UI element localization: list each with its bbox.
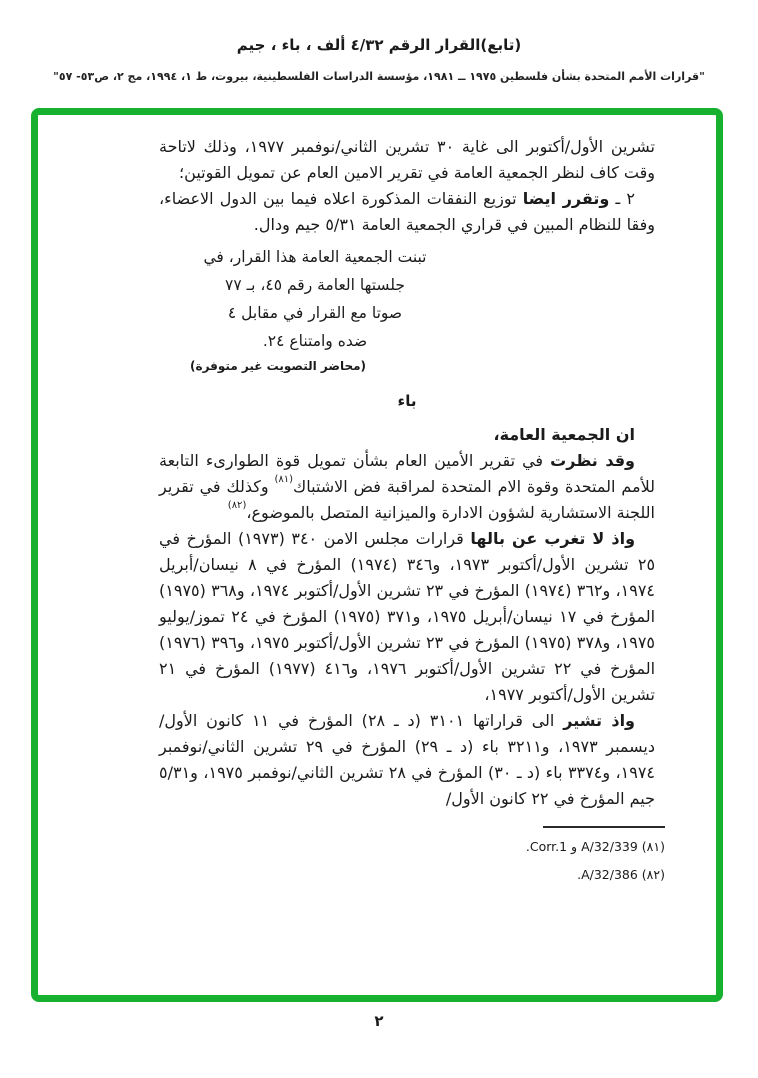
footnote-ref: (٨٢)	[227, 499, 247, 511]
text-run: الى قراراتها ٣١٠١ (د ـ ٢٨) المؤرخ في ١١ كانون الأول/ديسمبر ١٩٧٣، و٣٢١١ باء (د ـ ٢٩) المؤرخ في ٢٩ تشرين الثاني/نوفمبر ١٩٧٤، و٣٣٧٤ باء (د ـ ٣٠) المؤرخ في ٢٨ تشرين الثاني/نوفمبر ١٩٧٥، و٥/٣١ جيم المؤرخ في ٢٢ كانون الأول/	[159, 711, 656, 808]
bold-text-run: وتقرر ايضا	[522, 189, 610, 208]
voting-records-note: (محاضر التصويت غير متوفرة)	[190, 359, 367, 373]
footnote-separator	[543, 826, 665, 828]
text-run: وكذلك في تقرير اللجنة الاستشارية لشؤون الادارة والميزانية المتصل بالموضوع،	[159, 477, 655, 522]
footnotes	[159, 826, 665, 889]
adoption-line: تبنت الجمعية العامة هذا القرار، في	[203, 248, 427, 266]
footnote-ref: (٨١)	[274, 473, 294, 485]
body-paragraph	[159, 422, 655, 448]
text-run: ٢ ـ	[609, 189, 636, 208]
page-title: (تابع)القرار الرقم ٤/٣٢ ألف ، باء ، جيم	[236, 36, 522, 54]
text-run: تشرين الأول/أكتوبر الى غاية ٣٠ تشرين الثاني/نوفمبر ١٩٧٧، وذلك لاتاحة وقت كاف لنظر الجمعية العامة في تقرير الامين العام عن تمويل القوتين؛	[159, 137, 656, 182]
document-body	[159, 134, 665, 889]
footnote: (٨٢) A/32/386.	[577, 867, 665, 882]
footnote-list	[159, 833, 665, 889]
bold-text-run: واذ لا تغرب عن بالها	[470, 529, 636, 548]
section-paragraphs	[159, 422, 655, 812]
body-paragraph	[159, 448, 655, 526]
source-citation: "قرارات الأمم المتحدة بشأن فلسطين ١٩٧٥ ــ ١٩٨١، مؤسسة الدراسات الفلسطينية، بيروت، ط ١، ١٩٩٤، مج ٢، ص٥٣- ٥٧"	[53, 70, 705, 83]
text-run: في تقرير الأمين العام بشأن تمويل قوة الطوارىء التابعة للأمم المتحدة وقوة الام المتحدة لمراقبة فض الاشتباك	[159, 451, 655, 496]
bold-text-run: واذ تشير	[563, 711, 636, 730]
body-paragraph	[159, 526, 655, 708]
opening-paragraphs	[159, 134, 655, 238]
section-heading: باء	[397, 392, 417, 410]
body-paragraph	[159, 708, 655, 812]
bold-text-run: ان الجمعية العامة،	[493, 425, 635, 444]
adoption-line: صوتا مع القرار في مقابل ٤	[227, 304, 403, 322]
body-paragraph	[159, 186, 655, 238]
footnote: (٨١) A/32/339 و Corr.1.	[525, 839, 665, 854]
body-paragraph	[159, 134, 655, 186]
text-run: توزيع النفقات المذكورة اعلاه فيما بين الدول الاعضاء، وفقا للنظام المبين في قراري الجمعية العامة ٥/٣١ جيم ودال.	[159, 189, 655, 234]
text-run: قرارات مجلس الامن ٣٤٠ (١٩٧٣) المؤرخ في ٢٥ تشرين الأول/أكتوبر ١٩٧٣، و٣٤٦ (١٩٧٤) المؤرخ في ٨ نيسان/أبريل ١٩٧٤، و٣٦٢ (١٩٧٤) المؤرخ في ٢٣ تشرين الأول/أكتوبر ١٩٧٤، و٣٦٨ (١٩٧٥) المؤرخ في ١٧ نيسان/أبريل ١٩٧٥، و٣٧١ (١٩٧٥) المؤرخ في ٢٤ تموز/يوليو ١٩٧٥، و٣٧٨ (١٩٧٥) المؤرخ في ٢٣ تشرين الأول/أكتوبر ١٩٧٥، و٣٩٦ (١٩٧٦) المؤرخ في ٢٢ تشرين الأول/أكتوبر ١٩٧٦، و٤١٦ (١٩٧٧) المؤرخ في ٢١ تشرين الأول/أكتوبر ١٩٧٧،	[159, 529, 656, 704]
adoption-line: ضده وامتناع ٢٤.	[262, 332, 368, 350]
adoption-line: جلستها العامة رقم ٤٥، بـ ٧٧	[225, 276, 405, 294]
page-number: ٢	[374, 1012, 384, 1030]
adoption-note	[190, 243, 440, 376]
bold-text-run: وقد نظرت	[550, 451, 636, 470]
